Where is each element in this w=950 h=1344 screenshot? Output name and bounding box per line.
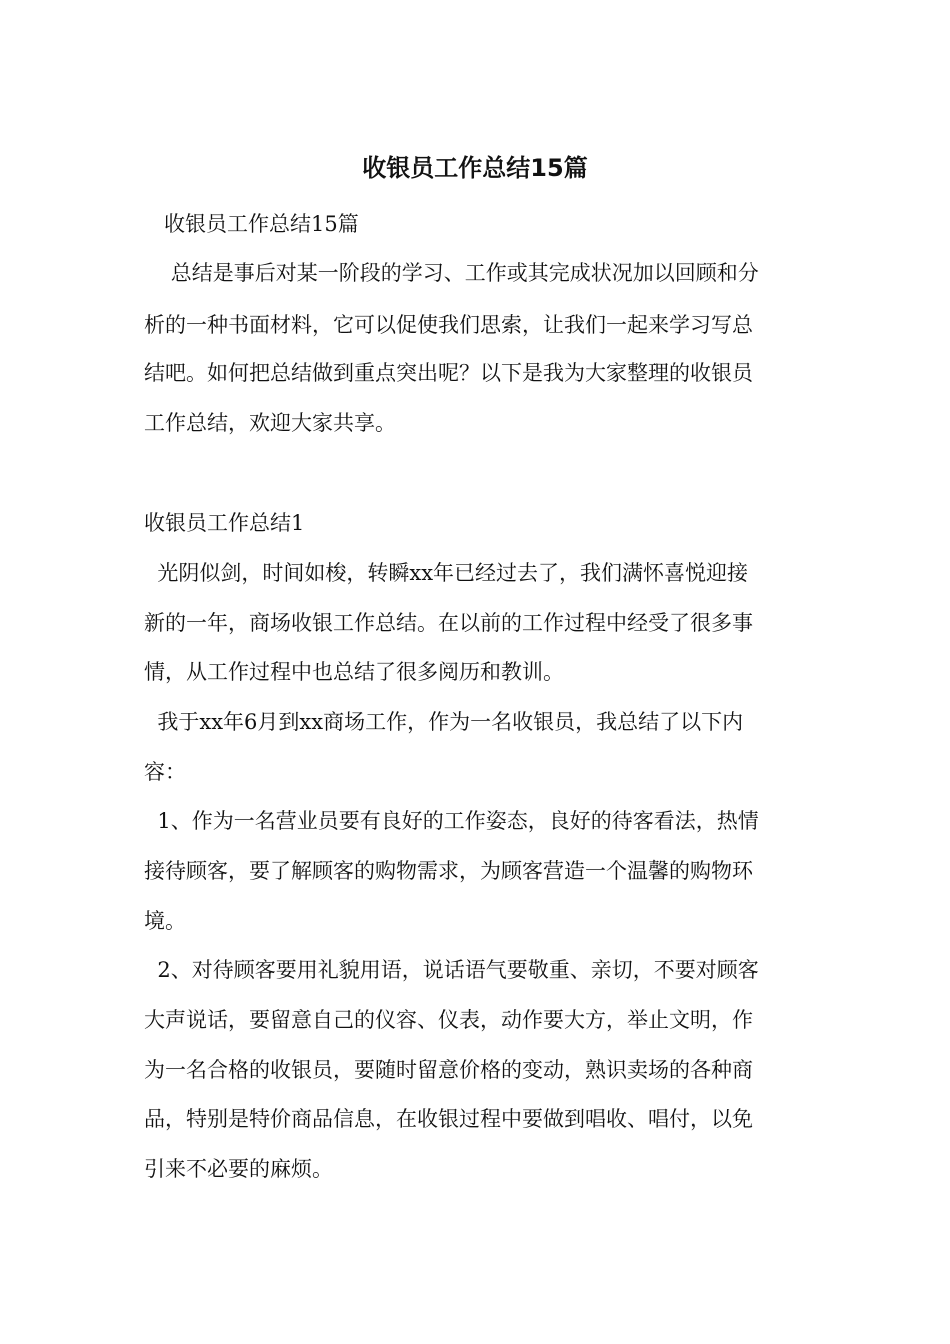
paragraph-line: 容：: [144, 760, 186, 784]
list-item-line: 接待顾客，要了解顾客的购物需求，为顾客营造一个温馨的购物环: [144, 859, 753, 883]
list-item-line: 境。: [144, 909, 186, 933]
intro-line: 总结是事后对某一阶段的学习、工作或其完成状况加以回顾和分: [144, 261, 759, 285]
paragraph-line: 我于xx年6月到xx商场工作，作为一名收银员，我总结了以下内: [144, 710, 744, 734]
intro-line: 析的一种书面材料，它可以促使我们思索，让我们一起来学习写总: [144, 313, 753, 337]
list-item-line: 大声说话，要留意自己的仪容、仪表，动作要大方，举止文明，作: [144, 1008, 753, 1032]
document-subtitle: 收银员工作总结15篇: [164, 212, 359, 236]
list-item-line: 为一名合格的收银员，要随时留意价格的变动，熟识卖场的各种商: [144, 1058, 753, 1082]
paragraph-line: 光阴似剑，时间如梭，转瞬xx年已经过去了，我们满怀喜悦迎接: [144, 561, 749, 585]
list-item-line: 品，特别是特价商品信息，在收银过程中要做到唱收、唱付，以免: [144, 1107, 753, 1131]
paragraph-line: 情，从工作过程中也总结了很多阅历和教训。: [144, 660, 564, 684]
paragraph-line: 新的一年，商场收银工作总结。在以前的工作过程中经受了很多事: [144, 611, 753, 635]
list-item-line: 2、对待顾客要用礼貌用语，说话语气要敬重、亲切，不要对顾客: [144, 958, 759, 982]
list-item-line: 1、作为一名营业员要有良好的工作姿态，良好的待客看法，热情: [144, 809, 759, 833]
section-heading: 收银员工作总结1: [144, 511, 305, 535]
intro-line: 工作总结，欢迎大家共享。: [144, 411, 396, 435]
list-item-line: 引来不必要的麻烦。: [144, 1157, 333, 1181]
document-title: 收银员工作总结15篇: [362, 154, 588, 182]
intro-line: 结吧。如何把总结做到重点突出呢？以下是我为大家整理的收银员: [144, 361, 753, 385]
